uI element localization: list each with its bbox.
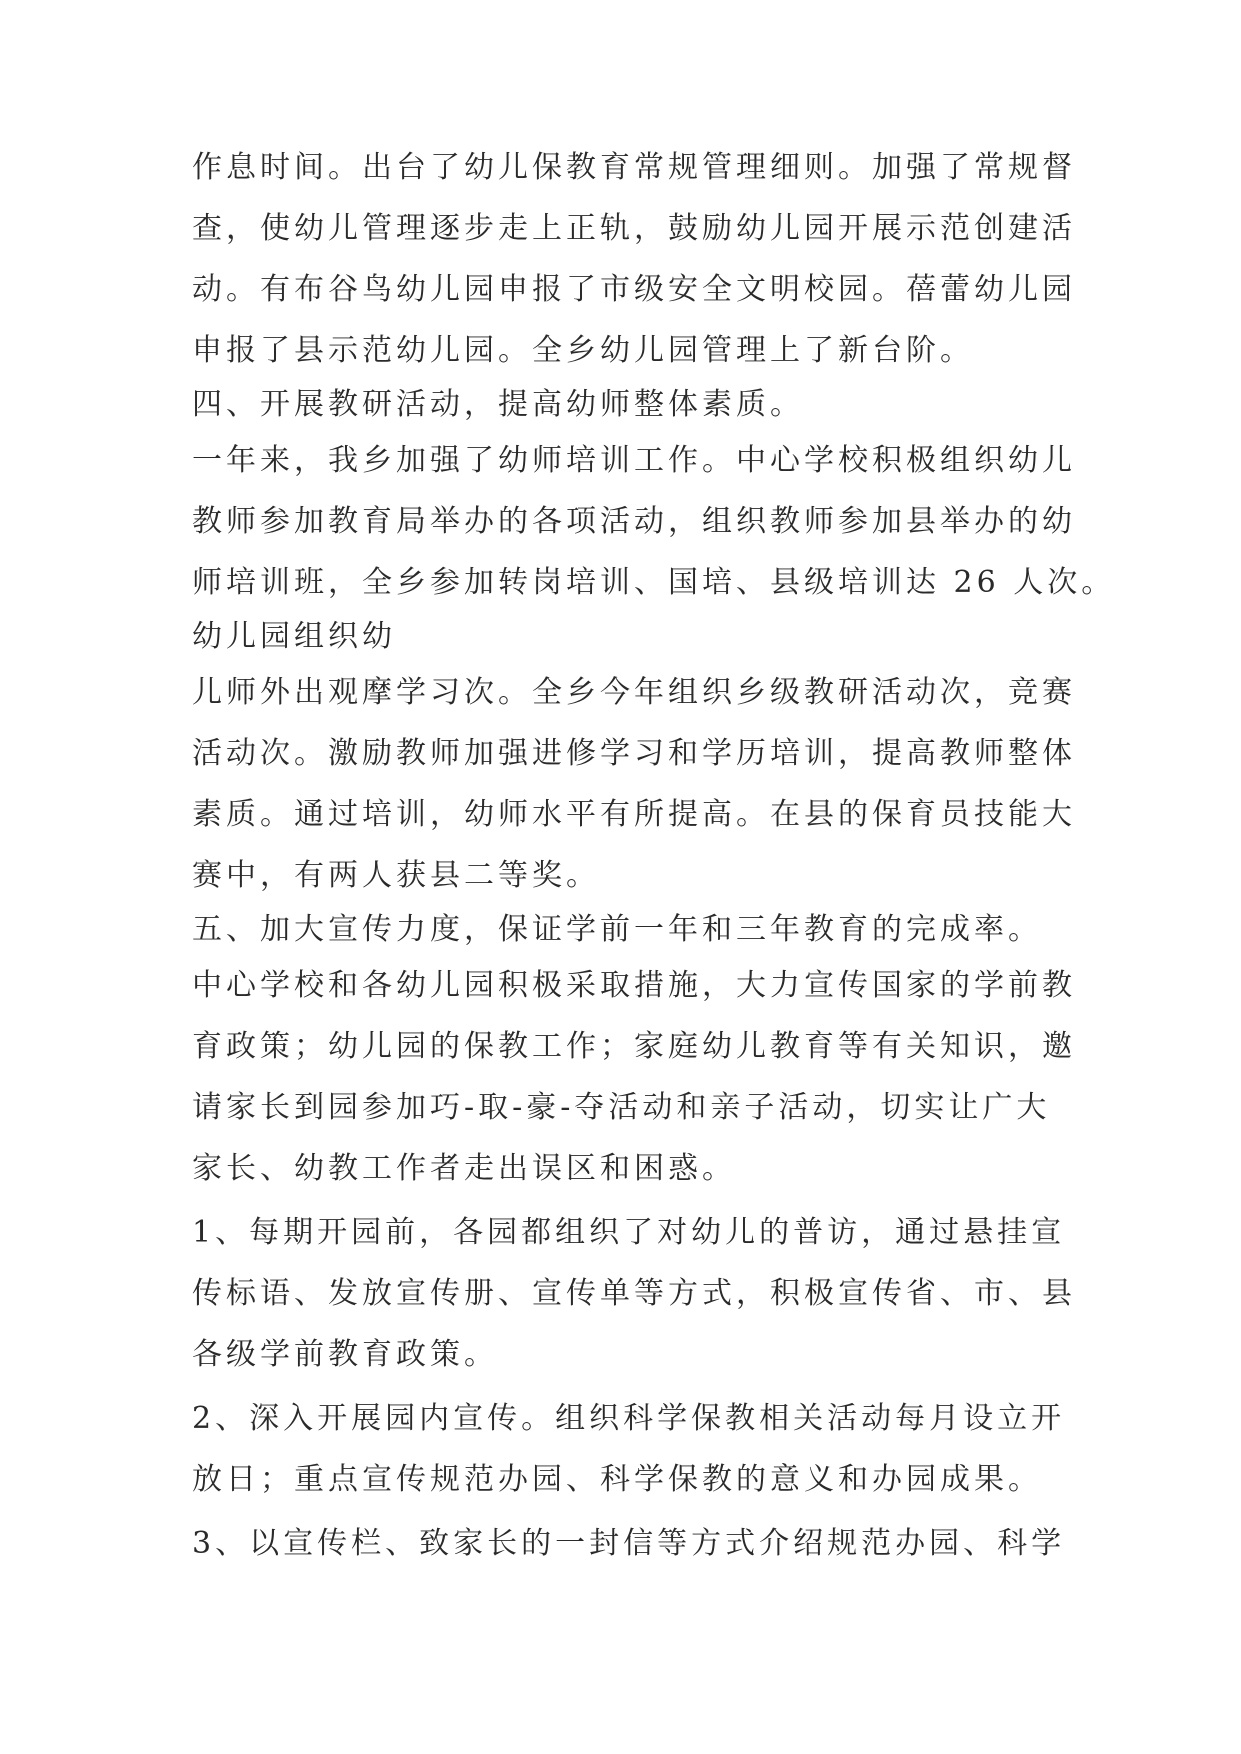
text-line-6: 一年来，我乡加强了幼师培训工作。中心学校积极组织幼儿 bbox=[192, 443, 1076, 478]
text-line-7: 教师参加教育局举办的各项活动，组织教师参加县举办的幼 bbox=[192, 504, 1076, 539]
text-line-13: 赛中，有两人获县二等奖。 bbox=[192, 858, 600, 893]
text-line-1: 作息时间。出台了幼儿保教育常规管理细则。加强了常规督 bbox=[192, 150, 1076, 185]
text-line-4: 申报了县示范幼儿园。全乡幼儿园管理上了新台阶。 bbox=[192, 333, 974, 368]
section-heading-5: 五、加大宣传力度，保证学前一年和三年教育的完成率。 bbox=[192, 912, 1042, 947]
text-line-17: 请家长到园参加巧-取-豪-夺活动和亲子活动，切实让广大 bbox=[192, 1090, 1051, 1125]
text-line-20: 传标语、发放宣传册、宣传单等方式，积极宣传省、市、县 bbox=[192, 1276, 1076, 1311]
text-line-10: 儿师外出观摩学习次。全乡今年组织乡级教研活动次，竞赛 bbox=[192, 675, 1076, 710]
section-heading-4: 四、开展教研活动，提高幼师整体素质。 bbox=[192, 387, 804, 422]
text-line-8: 师培训班，全乡参加转岗培训、国培、县级培训达 26 人次。 bbox=[192, 565, 1116, 600]
text-line-15: 中心学校和各幼儿园积极采取措施，大力宣传国家的学前教 bbox=[192, 968, 1076, 1003]
text-line-21: 各级学前教育政策。 bbox=[192, 1337, 498, 1372]
text-line-16: 育政策；幼儿园的保教工作；家庭幼儿教育等有关知识，邀 bbox=[192, 1029, 1076, 1064]
text-line-22: 2、深入开展园内宣传。组织科学保教相关活动每月设立开 bbox=[192, 1401, 1066, 1436]
text-line-11: 活动次。激励教师加强进修学习和学历培训，提高教师整体 bbox=[192, 736, 1076, 771]
text-line-23: 放日；重点宣传规范办园、科学保教的意义和办园成果。 bbox=[192, 1462, 1042, 1497]
text-line-12: 素质。通过培训，幼师水平有所提高。在县的保育员技能大 bbox=[192, 797, 1076, 832]
text-line-24: 3、以宣传栏、致家长的一封信等方式介绍规范办园、科学 bbox=[192, 1526, 1066, 1561]
text-line-2: 查，使幼儿管理逐步走上正轨，鼓励幼儿园开展示范创建活 bbox=[192, 211, 1076, 246]
text-line-18: 家长、幼教工作者走出误区和困惑。 bbox=[192, 1151, 736, 1186]
text-line-9: 幼儿园组织幼 bbox=[192, 619, 396, 654]
text-line-3: 动。有布谷鸟幼儿园申报了市级安全文明校园。蓓蕾幼儿园 bbox=[192, 272, 1076, 307]
text-line-19: 1、每期开园前，各园都组织了对幼儿的普访，通过悬挂宣 bbox=[192, 1215, 1066, 1250]
